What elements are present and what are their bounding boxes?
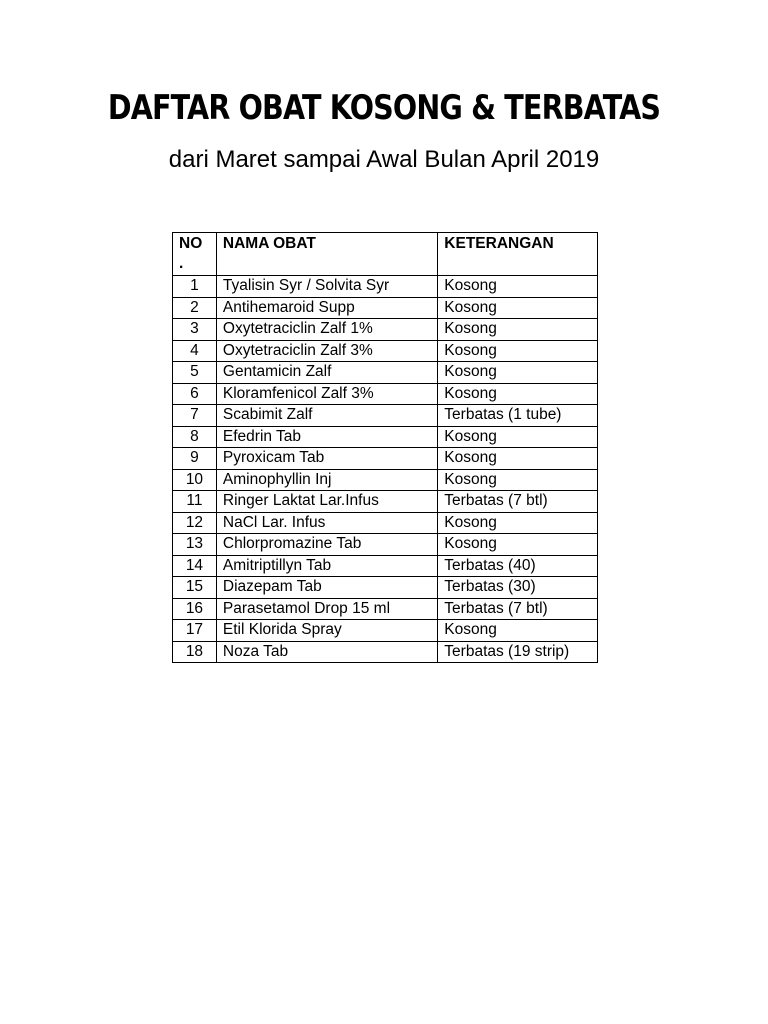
drug-status: Kosong (438, 297, 598, 319)
drug-status: Kosong (438, 362, 598, 384)
drug-name: Noza Tab (216, 641, 437, 663)
drug-status: Kosong (438, 319, 598, 341)
drug-name: Amitriptillyn Tab (216, 555, 437, 577)
drug-status: Kosong (438, 426, 598, 448)
drug-name: Pyroxicam Tab (216, 448, 437, 470)
drug-status: Kosong (438, 620, 598, 642)
row-number: 6 (173, 383, 217, 405)
drug-name: Aminophyllin Inj (216, 469, 437, 491)
drug-status: Kosong (438, 340, 598, 362)
drug-name: Oxytetraciclin Zalf 3% (216, 340, 437, 362)
drug-name: Chlorpromazine Tab (216, 534, 437, 556)
row-number: 17 (173, 620, 217, 642)
drug-name: Ringer Laktat Lar.Infus (216, 491, 437, 513)
drug-status: Terbatas (1 tube) (438, 405, 598, 427)
row-number: 18 (173, 641, 217, 663)
table-row (173, 491, 598, 513)
drug-status: Kosong (438, 448, 598, 470)
table-row (173, 534, 598, 556)
drug-name: Parasetamol Drop 15 ml (216, 598, 437, 620)
table-row (173, 641, 598, 663)
table-row (173, 276, 598, 298)
row-number: 2 (173, 297, 217, 319)
drug-status: Kosong (438, 276, 598, 298)
row-number: 12 (173, 512, 217, 534)
drug-name: Efedrin Tab (216, 426, 437, 448)
row-number: 16 (173, 598, 217, 620)
row-number: 13 (173, 534, 217, 556)
drug-status: Terbatas (19 strip) (438, 641, 598, 663)
table-row (173, 469, 598, 491)
row-number: 4 (173, 340, 217, 362)
row-number: 14 (173, 555, 217, 577)
header-note: KETERANGAN (438, 233, 598, 276)
drug-status: Terbatas (30) (438, 577, 598, 599)
drug-name: Antihemaroid Supp (216, 297, 437, 319)
drug-status: Kosong (438, 512, 598, 534)
document-title: DAFTAR OBAT KOSONG & TERBATAS (107, 88, 661, 128)
table-row (173, 405, 598, 427)
table-row (173, 362, 598, 384)
table-row (173, 383, 598, 405)
drug-status: Terbatas (7 btl) (438, 491, 598, 513)
table-row (173, 426, 598, 448)
row-number: 11 (173, 491, 217, 513)
header-no (173, 233, 217, 276)
header-no-label: NO . (179, 235, 203, 272)
row-number: 8 (173, 426, 217, 448)
row-number: 7 (173, 405, 217, 427)
row-number: 1 (173, 276, 217, 298)
table-body (173, 276, 598, 663)
table-header-row (173, 233, 598, 276)
table-row (173, 319, 598, 341)
drug-status: Terbatas (7 btl) (438, 598, 598, 620)
row-number: 9 (173, 448, 217, 470)
drug-name: Kloramfenicol Zalf 3% (216, 383, 437, 405)
header-name: NAMA OBAT (216, 233, 437, 276)
drug-name: Diazepam Tab (216, 577, 437, 599)
drug-status: Kosong (438, 383, 598, 405)
drug-name: Tyalisin Syr / Solvita Syr (216, 276, 437, 298)
drug-name: NaCl Lar. Infus (216, 512, 437, 534)
table-row (173, 577, 598, 599)
table-row (173, 448, 598, 470)
drug-name: Gentamicin Zalf (216, 362, 437, 384)
table-row (173, 598, 598, 620)
row-number: 3 (173, 319, 217, 341)
table-row (173, 297, 598, 319)
drug-status: Kosong (438, 534, 598, 556)
table-row (173, 512, 598, 534)
table-row (173, 340, 598, 362)
drug-status: Kosong (438, 469, 598, 491)
drug-name: Oxytetraciclin Zalf 1% (216, 319, 437, 341)
row-number: 15 (173, 577, 217, 599)
drug-name: Etil Klorida Spray (216, 620, 437, 642)
table-row (173, 620, 598, 642)
row-number: 5 (173, 362, 217, 384)
drug-table (172, 232, 598, 663)
drug-name: Scabimit Zalf (216, 405, 437, 427)
drug-status: Terbatas (40) (438, 555, 598, 577)
document-subtitle: dari Maret sampai Awal Bulan April 2019 (168, 146, 600, 173)
table-row (173, 555, 598, 577)
row-number: 10 (173, 469, 217, 491)
